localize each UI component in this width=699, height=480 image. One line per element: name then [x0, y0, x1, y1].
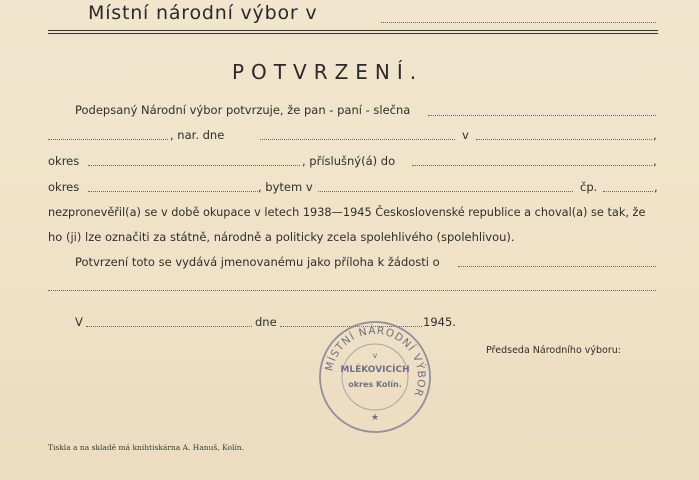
- name-field-line: [428, 115, 656, 116]
- intro-text: Podepsaný Národní výbor potvrzuje, že pan - paní - slečna: [75, 103, 411, 117]
- residence-field-line: [318, 191, 573, 192]
- name-field-line-2: [48, 139, 168, 140]
- stamp-district: okres Kolín.: [348, 380, 402, 389]
- birth-date-label: , nar. dne: [170, 128, 225, 142]
- purpose-field-line: [458, 266, 656, 267]
- date-label: dne: [255, 315, 277, 329]
- place-field-line: [86, 326, 252, 327]
- document-title: POTVRZENÍ.: [232, 60, 424, 84]
- birth-place-field-line: [476, 139, 652, 140]
- purpose-text: Potvrzení toto se vydává jmenovanému jako příloha k žádosti o: [75, 255, 440, 269]
- header-blank-line: [381, 22, 656, 23]
- district-field-line-2: [88, 191, 258, 192]
- birth-date-field-line: [260, 139, 455, 140]
- stamp-star-icon: ★: [370, 413, 380, 423]
- house-number-label: čp.: [580, 180, 598, 194]
- belonging-field-line: [412, 165, 652, 166]
- comma: ,: [653, 154, 657, 168]
- stamp-ring-text: MÍSTNÍ NÁRODNÍ VÝBOR: [323, 324, 428, 399]
- district-label-2: okres: [48, 180, 80, 194]
- header-rule-double: [48, 33, 658, 34]
- purpose-field-line-2: [48, 290, 656, 291]
- comma: ,: [653, 128, 657, 142]
- district-field-line: [88, 165, 300, 166]
- district-label: okres: [48, 154, 80, 168]
- statement-line-1: nezpronevěřil(a) se v době okupace v letech 1938—1945 Československé republice a choval(a) se tak, že: [48, 206, 646, 219]
- comma: ,: [654, 180, 658, 194]
- residence-label: , bytem v: [258, 180, 313, 194]
- belonging-label: , příslušný(á) do: [302, 154, 396, 168]
- statement-line-2: ho (ji) lze označiti za státně, národně a politicky zcela spolehlivého (spolehlivou).: [48, 230, 515, 244]
- year-text: 1945.: [423, 315, 456, 329]
- printer-footer: Tiskla a na skladě má knihtiskárna A. Hanuš, Kolín.: [48, 443, 244, 452]
- stamp-place: MLÉKOVICÍCH: [340, 365, 410, 375]
- header-title: Místní národní výbor v: [88, 2, 318, 24]
- header-rule: [48, 30, 658, 31]
- place-label: V: [75, 315, 83, 329]
- birth-place-label: v: [462, 128, 469, 142]
- signature-label: Předseda Národního výboru:: [486, 345, 621, 356]
- stamp-v: v: [372, 351, 378, 360]
- official-stamp: [318, 320, 432, 434]
- house-number-field-line: [603, 191, 653, 192]
